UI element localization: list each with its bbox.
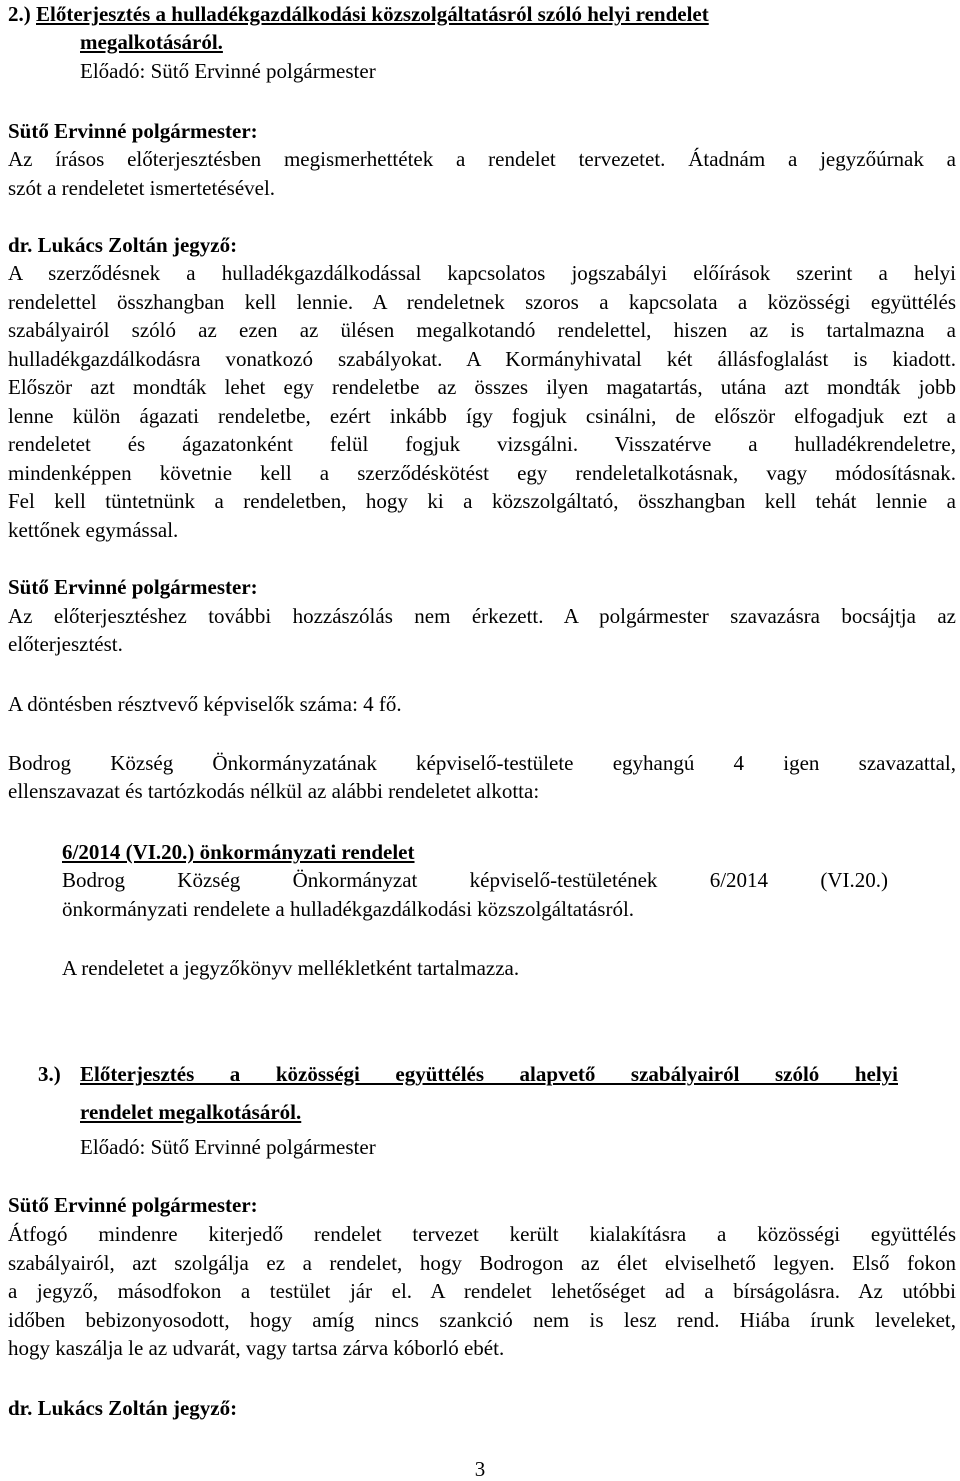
item3-title-line1: Előterjesztés a közösségi együttélés alapvető szabályairól szóló helyi <box>80 1062 898 1086</box>
vote-result-line: ellenszavazat és tartózkodás nélkül az alábbi rendeletet alkotta: <box>8 779 540 803</box>
item3-title-line2: rendelet megalkotásáról. <box>80 1100 302 1124</box>
notary-1-line: rendeletet és ágazatonként felül fogjuk vizsgálni. Visszatérve a hulladékrendeletre, <box>8 432 956 456</box>
notary-1-line: kettőnek egymással. <box>8 518 179 542</box>
notary-1-line: lenne külön ágazati rendeletbe, ezért inkább így fogjuk csinálni, de először elfogadjuk ezt a <box>8 404 956 428</box>
mayor-1-line: Az írásos előterjesztésben megismerhettétek a rendelet tervezetet. Átadnám a jegyzőúrnak a <box>8 147 956 171</box>
item2-number: 2.) <box>8 2 31 26</box>
page-number: 3 <box>474 1457 486 1481</box>
notary-1-line: Fel kell tüntetnünk a rendeletben, hogy ki a közszolgáltató, összhangban kell tehát lennie a <box>8 489 956 513</box>
item3-title-line2-row <box>80 1098 898 1126</box>
decree-line: önkormányzati rendelete a hulladékgazdálkodási közszolgáltatásról. <box>62 897 635 921</box>
mayor-3-line: szabályairól, azt szolgálja ez a rendelet, hogy Bodrogon az élet elviselhető legyen. Első fokon <box>8 1251 956 1275</box>
item2-heading <box>8 0 956 28</box>
notary-1-line: hulladékgazdálkodásra vonatkozó szabályokat. A Kormányhivatal két állásfoglalást is kiadott. <box>8 347 956 371</box>
notary-1-line: rendelettel összhangban kell lennie. A rendeletnek szoros a kapcsolata a közösségi együttélés <box>8 290 956 314</box>
speaker-notary-1: dr. Lukács Zoltán jegyző: <box>8 233 238 257</box>
mayor-3-line: a jegyző, másodfokon a testület jár el. A rendelet lehetőséget ad a bírságolásra. Az utóbbi <box>8 1279 956 1303</box>
notary-1-line: szabályairól szóló az ezen az ülésen megalkotandó rendelettel, hiszen az is tartalmazna a <box>8 318 956 342</box>
mayor-3-line: hogy kaszálja le az udvarát, vagy tartsa zárva kóborló ebét. <box>8 1336 505 1360</box>
vote-result-line: Bodrog Község Önkormányzatának képviselő-testülete egyhangú 4 igen szavazattal, <box>8 751 956 775</box>
speaker-mayor-1: Sütő Ervinné polgármester: <box>8 119 258 143</box>
notary-1-line: mindenképpen követnie kell a szerződéskötést egy rendeletalkotásnak, vagy módosításnak. <box>8 461 956 485</box>
item3-presenter: Előadó: Sütő Ervinné polgármester <box>80 1135 376 1159</box>
decree-line: Bodrog Község Önkormányzat képviselő-testületének 6/2014 (VI.20.) <box>62 868 888 892</box>
notary-1-line: A szerződésnek a hulladékgazdálkodással kapcsolatos jogszabályi előírások szerint a helyi <box>8 261 956 285</box>
mayor-3-line: időben bebizonyosodott, hogy amíg nincs szankció nem is lesz rend. Hiába írunk leveleket, <box>8 1308 956 1332</box>
vote-participants: A döntésben résztvevő képviselők száma: 4 fő. <box>8 692 402 716</box>
mayor-1-line: szót a rendeletet ismertetésével. <box>8 176 276 200</box>
mayor-2-line: Az előterjesztéshez további hozzászólás nem érkezett. A polgármester szavazásra bocsájtja az <box>8 604 956 628</box>
speaker-mayor-2: Sütő Ervinné polgármester: <box>8 575 258 599</box>
decree-note: A rendeletet a jegyzőkönyv mellékletként tartalmazza. <box>62 956 520 980</box>
decree-title-row <box>62 838 888 866</box>
notary-1-line: Először azt mondták lehet egy rendeletbe az összes ilyen magatartás, utána azt mondták jobb <box>8 375 956 399</box>
speaker-notary-2: dr. Lukács Zoltán jegyző: <box>8 1396 238 1420</box>
speaker-mayor-3: Sütő Ervinné polgármester: <box>8 1193 258 1217</box>
item2-title-line1: Előterjesztés a hulladékgazdálkodási közszolgáltatásról szóló helyi rendelet <box>36 2 709 26</box>
item2-title-line2-row <box>80 28 956 56</box>
mayor-3-line: Átfogó mindenre kiterjedő rendelet tervezet került kialakításra a közösségi együttélés <box>8 1222 956 1246</box>
decree-title: 6/2014 (VI.20.) önkormányzati rendelet <box>62 840 415 864</box>
item2-presenter: Előadó: Sütő Ervinné polgármester <box>80 59 376 83</box>
item3-number: 3.) <box>38 1062 61 1086</box>
mayor-2-line: előterjesztést. <box>8 632 123 656</box>
item2-title-line2: megalkotásáról. <box>80 30 223 54</box>
